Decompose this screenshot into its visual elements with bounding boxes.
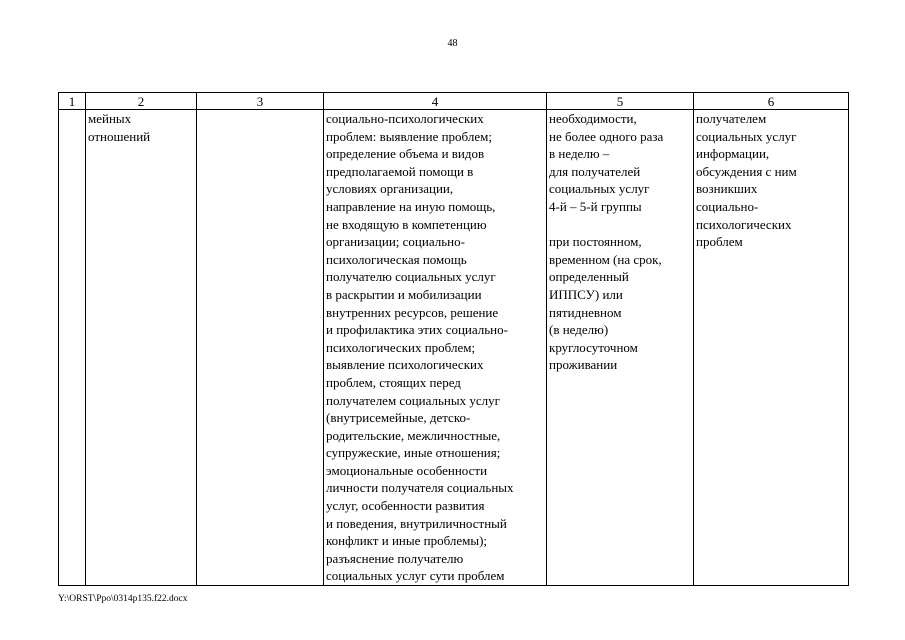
cell-text-line: психологическая помощь xyxy=(326,251,467,267)
cell-text-line: в раскрытии и мобилизации xyxy=(326,286,482,302)
cell-text-line: не более одного раза xyxy=(549,128,664,144)
cell-text-line: пятидневном xyxy=(549,304,622,320)
cell-text-line: информации, xyxy=(696,146,770,162)
cell-text-line: не входящую в компетенцию xyxy=(326,216,487,232)
cell-col1 xyxy=(59,110,86,586)
cell-text-line: получателем социальных услуг xyxy=(326,392,500,408)
cell-text-line: определение объема и видов xyxy=(326,146,485,162)
cell-text-line: (внутрисемейные, детско- xyxy=(326,410,471,426)
cell-text-line: родительские, межличностные, xyxy=(326,427,501,443)
cell-text-line: (в неделю) xyxy=(549,322,609,338)
cell-text-line: эмоциональные особенности xyxy=(326,462,488,478)
cell-text-line: необходимости, xyxy=(549,111,637,126)
cell-text-line: социальных услуг xyxy=(549,181,650,197)
cell-text-line: определенный xyxy=(549,269,629,285)
table-header-row xyxy=(59,93,849,110)
cell-col6 xyxy=(694,110,849,586)
cell-text-line: проблем, стоящих перед xyxy=(326,374,461,390)
cell-col5 xyxy=(547,110,694,586)
column-header: 6 xyxy=(694,93,849,110)
cell-col4 xyxy=(324,110,547,586)
column-header: 2 xyxy=(86,93,197,110)
cell-text-line: получателем xyxy=(696,111,767,126)
cell-text-line: и профилактика этих социально- xyxy=(326,322,508,338)
cell-text-line: внутренних ресурсов, решение xyxy=(326,304,499,320)
cell-text-line: временном (на срок, xyxy=(549,251,662,267)
cell-text-line: супружеские, иные отношения; xyxy=(326,445,501,461)
document-file-path: Y:\ORST\Ppo\0314p135.f22.docx xyxy=(58,594,188,604)
column-header: 5 xyxy=(547,93,694,110)
cell-text-line: разъяснение получателю xyxy=(326,550,464,566)
cell-text-line: организации; социально- xyxy=(326,234,465,250)
cell-text-line: социально- xyxy=(696,198,759,214)
cell-text-line: при постоянном, xyxy=(549,234,642,250)
cell-text-line: ИППСУ) или xyxy=(549,286,623,302)
cell-text-line: психологических xyxy=(696,216,792,232)
cell-text-line xyxy=(549,216,691,234)
page-number: 48 xyxy=(447,38,458,49)
cell-text-line: психологических проблем; xyxy=(326,339,476,355)
services-table xyxy=(58,92,849,586)
column-header: 4 xyxy=(324,93,547,110)
cell-text-line: для получателей xyxy=(549,163,641,179)
cell-col3 xyxy=(197,110,324,586)
cell-text-line: обсуждения с ним xyxy=(696,163,797,179)
cell-text-line: и поведения, внутриличностный xyxy=(326,515,507,531)
cell-text-line: проблем: выявление проблем; xyxy=(326,128,492,144)
cell-text-line: условиях организации, xyxy=(326,181,454,197)
cell-text-line: выявление психологических xyxy=(326,357,484,373)
table-row xyxy=(59,110,849,586)
column-header: 3 xyxy=(197,93,324,110)
cell-text-line: отношений xyxy=(88,128,151,144)
cell-text-line: проблем xyxy=(696,234,743,250)
cell-text-line: личности получателя социальных xyxy=(326,480,514,496)
cell-text-line: в неделю – xyxy=(549,146,610,162)
cell-text-line: проживании xyxy=(549,357,618,373)
cell-text-line: предполагаемой помощи в xyxy=(326,163,474,179)
cell-text-line: социальных услуг xyxy=(696,128,797,144)
cell-text-line: социально-психологических xyxy=(326,111,484,126)
cell-text-line: возникших xyxy=(696,181,758,197)
cell-text-line: получателю социальных услуг xyxy=(326,269,496,285)
column-header: 1 xyxy=(59,93,86,110)
cell-text-line: конфликт и иные проблемы); xyxy=(326,533,488,549)
cell-text-line: 4-й – 5-й группы xyxy=(549,198,642,214)
cell-text-line: мейных xyxy=(88,111,132,126)
cell-col2 xyxy=(86,110,197,586)
cell-text-line: услуг, особенности развития xyxy=(326,498,485,514)
cell-text-line: круглосуточном xyxy=(549,339,638,355)
cell-text-line: социальных услуг сути проблем xyxy=(326,568,505,584)
cell-text-line: направление на иную помощь, xyxy=(326,198,496,214)
